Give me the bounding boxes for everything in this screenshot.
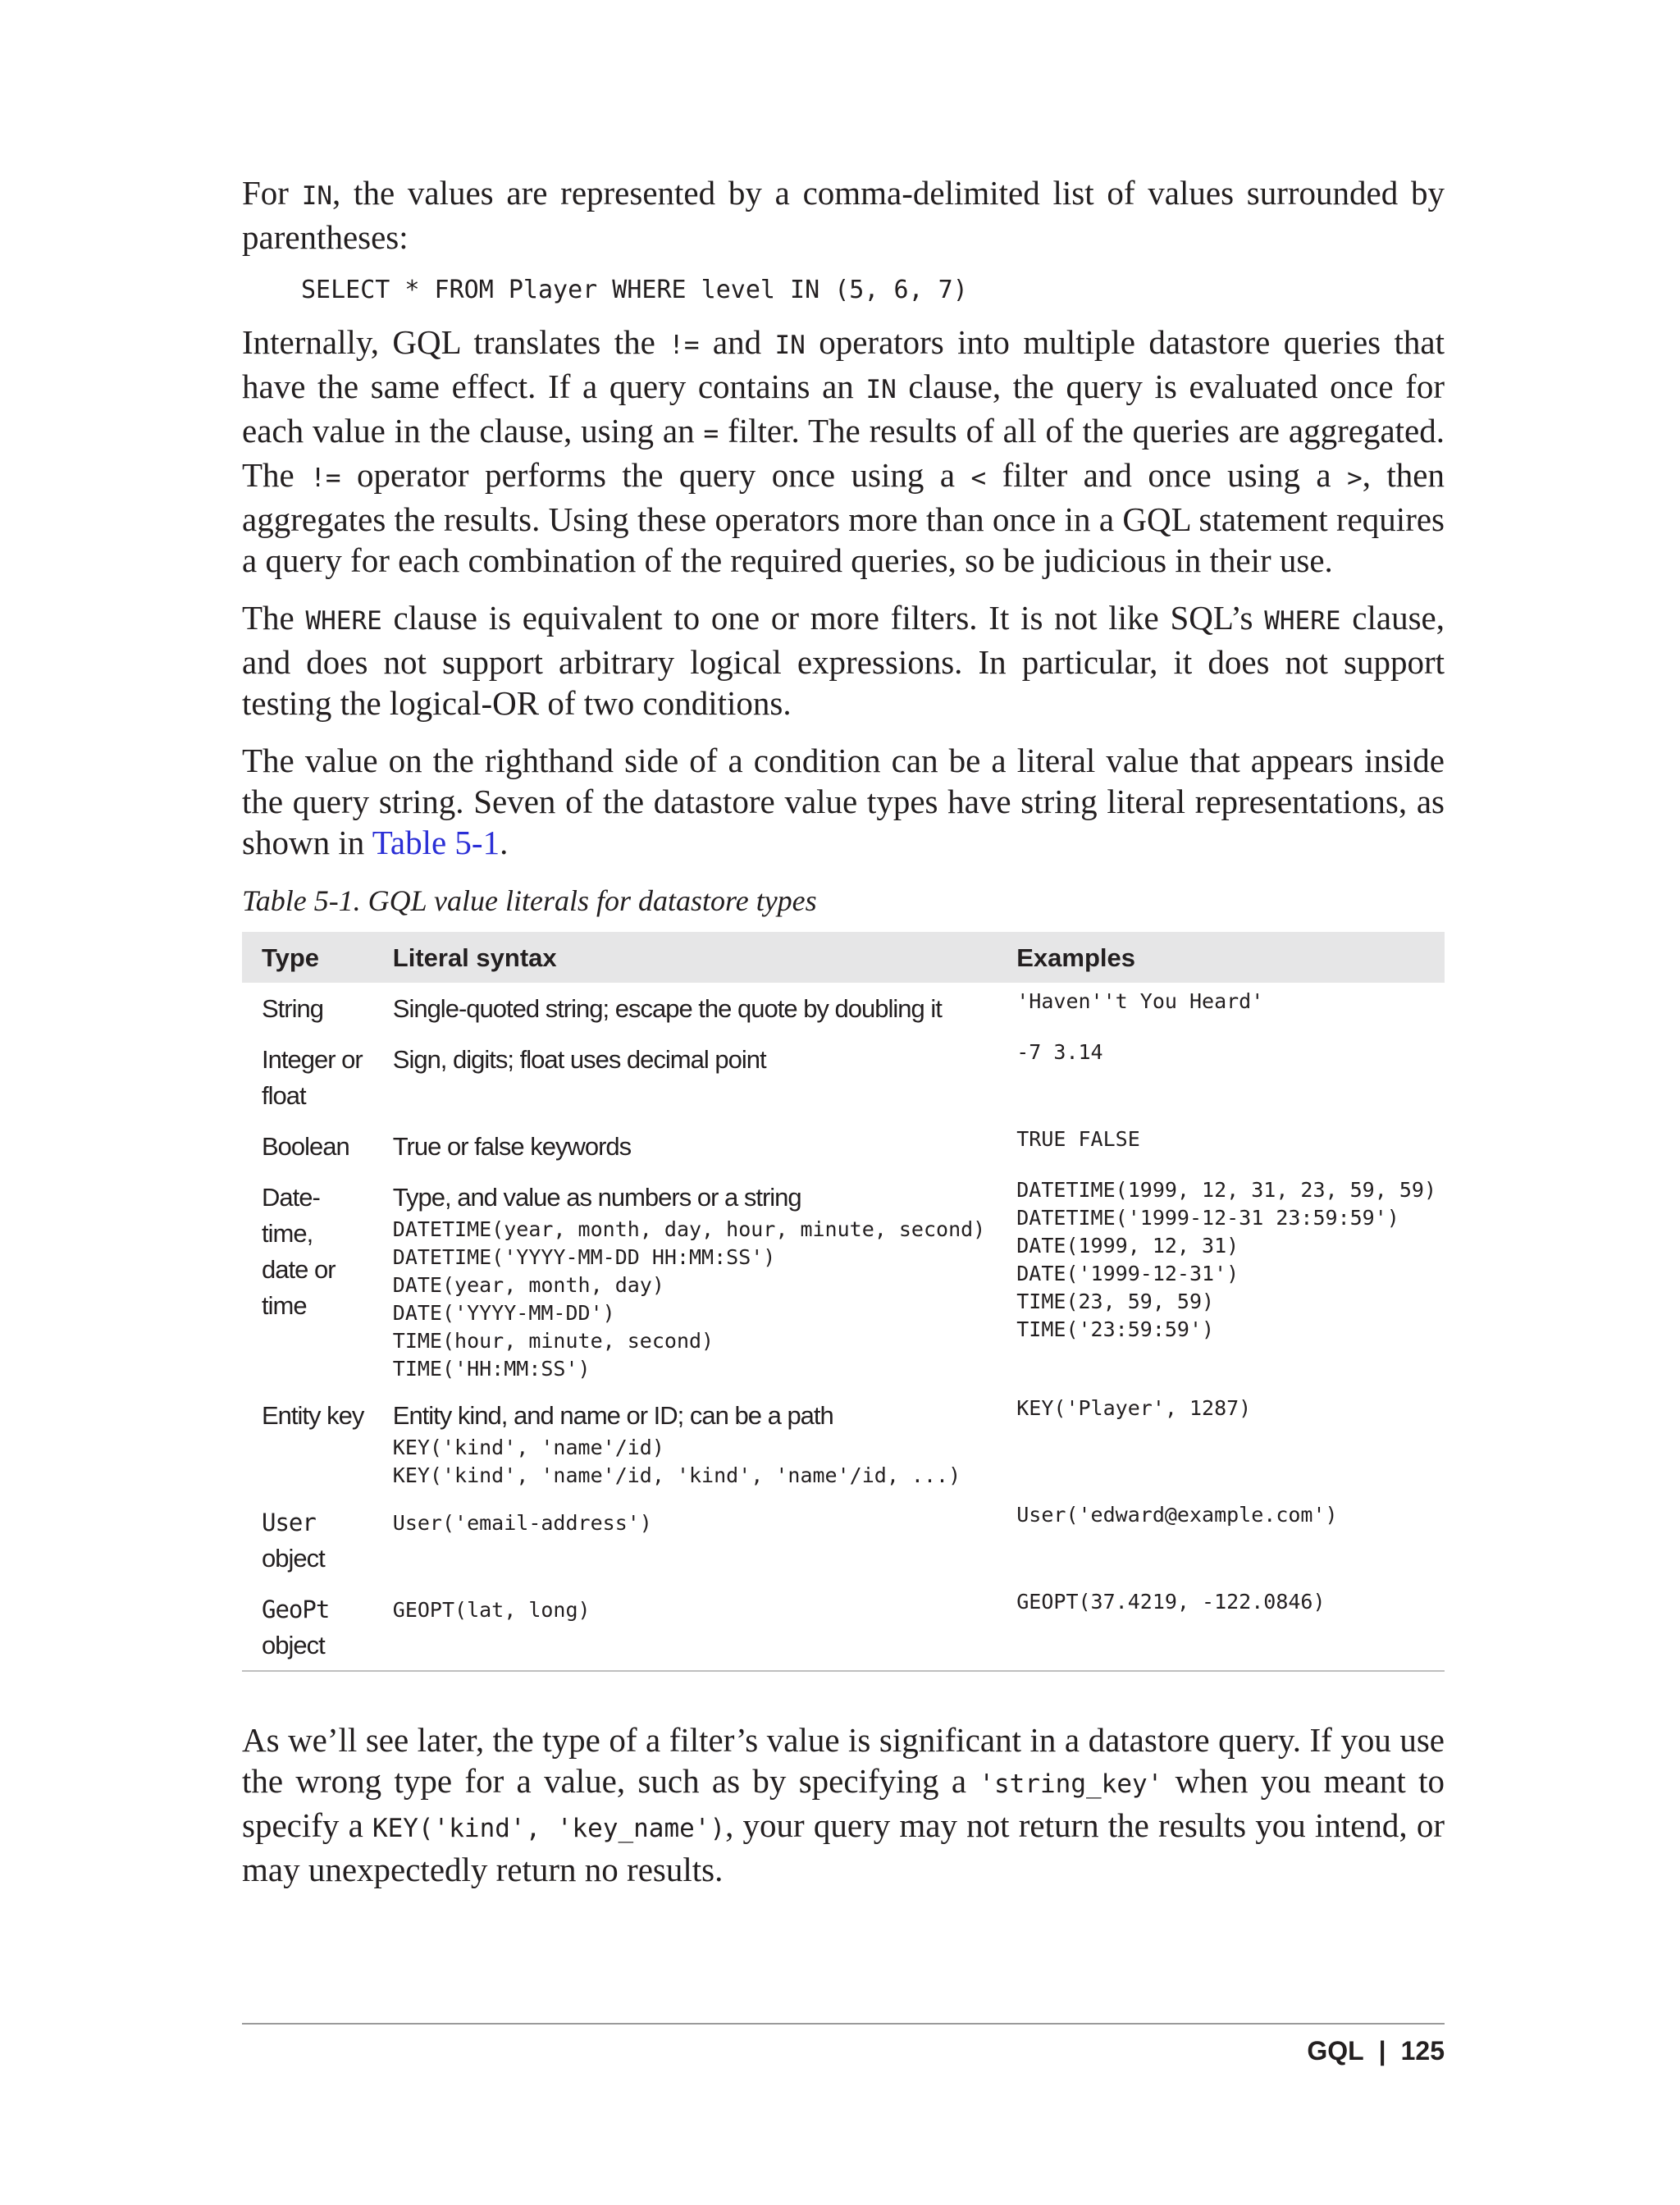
cell-examples: GEOPT(37.4219, -122.0846) xyxy=(1016,1590,1326,1614)
page-footer xyxy=(1307,2036,1445,2066)
paragraph-in-operator xyxy=(242,172,1445,258)
header-type: Type xyxy=(262,943,320,972)
code-block: SELECT * FROM Player WHERE level IN (5, 6, 7) xyxy=(301,276,968,304)
type-text: object xyxy=(262,1631,325,1659)
cell-type: Boolean xyxy=(262,1132,349,1161)
cell-examples: KEY('Player', 1287) xyxy=(1016,1396,1252,1420)
cell-syntax xyxy=(373,983,997,1034)
text: As we’ll see later, the type of a filter’s value is significant in a datastore query. If you use the wrong type for a value, such as by specifying a xyxy=(242,1721,1445,1800)
inline-code: IN xyxy=(301,181,333,211)
paragraph-internally xyxy=(242,322,1445,581)
syntax-text: Type, and value as numbers or a string xyxy=(392,1183,801,1212)
text: filter and once using a xyxy=(986,456,1348,494)
text: filter. The results of all of the queries are aggregated. The xyxy=(242,412,1445,494)
cell-examples: -7 3.14 xyxy=(1016,1040,1103,1064)
footer-section: GQL xyxy=(1307,2036,1364,2066)
cell-syntax xyxy=(373,1496,997,1583)
syntax-text: True or false keywords xyxy=(392,1132,632,1161)
syntax-text: Single-quoted string; escape the quote by doubling it xyxy=(392,994,942,1023)
cell-type xyxy=(242,1583,373,1671)
inline-code: != xyxy=(310,463,341,493)
text: clause, the query is evaluated once for each value in the clause, using an xyxy=(242,368,1445,450)
text: The value on the righthand side of a condition can be a literal value that appears inside the query string. Seven of the datastore value types have string literal representations, as shown in xyxy=(242,742,1445,861)
text: , the values are represented by a comma-delimited list of values surrounded by parentheses: xyxy=(242,174,1445,256)
footer-rule xyxy=(242,2023,1445,2025)
inline-code: IN xyxy=(865,375,897,404)
table-row xyxy=(242,1034,1445,1121)
gql-literals-table xyxy=(242,932,1445,1672)
cell-syntax xyxy=(373,1171,997,1390)
table-row xyxy=(242,1171,1445,1390)
text: , your query may not return the results you intend, or may unexpectedly return no results. xyxy=(242,1806,1445,1888)
cell-type: Date-time, date or time xyxy=(262,1183,336,1320)
table-caption: Table 5-1. GQL value literals for datastore types xyxy=(242,884,817,917)
text: and xyxy=(699,323,775,361)
cell-syntax xyxy=(373,1034,997,1121)
type-code: GeoPt xyxy=(262,1596,330,1623)
text: operators into multiple datastore queries that have the same effect. If a query contains an xyxy=(242,323,1445,405)
text: when you meant to specify a xyxy=(242,1762,1445,1844)
table-row xyxy=(242,1496,1445,1583)
syntax-code: DATETIME(year, month, day, hour, minute, second) DATETIME('YYYY-MM-DD HH:MM:SS') DATE(year, month, day) DATE('YYYY-MM-DD') TIME(hour, minute, second) TIME('HH:MM:SS') xyxy=(392,1217,986,1381)
syntax-code: KEY('kind', 'name'/id) KEY('kind', 'name'/id, 'kind', 'name'/id, ...) xyxy=(392,1436,961,1487)
text: . xyxy=(500,824,509,861)
inline-code: 'string_key' xyxy=(979,1769,1163,1799)
syntax-code: GEOPT(lat, long) xyxy=(392,1598,591,1622)
footer-separator: | xyxy=(1378,2036,1386,2066)
page-number: 125 xyxy=(1400,2036,1445,2066)
table-row xyxy=(242,1121,1445,1171)
text: , then aggregates the results. Using these operators more than once in a GQL statement requires a query for each combination of the required queries, so be judicious in their use. xyxy=(242,456,1445,579)
table-row xyxy=(242,1583,1445,1671)
type-text: object xyxy=(262,1544,325,1573)
table-header-row xyxy=(242,932,1445,983)
table-row xyxy=(242,1390,1445,1496)
inline-code: WHERE xyxy=(305,606,382,636)
paragraph-righthand-value xyxy=(242,740,1445,863)
paragraph-where-clause xyxy=(242,597,1445,724)
text: For xyxy=(242,174,302,212)
cell-syntax xyxy=(373,1583,997,1671)
cell-examples: TRUE FALSE xyxy=(1016,1127,1140,1151)
table-row xyxy=(242,983,1445,1034)
cell-syntax xyxy=(373,1121,997,1171)
text: clause is equivalent to one or more filters. It is not like SQL’s xyxy=(381,599,1265,637)
inline-code: != xyxy=(669,331,700,360)
cell-type: Entity key xyxy=(262,1401,364,1430)
text: operator performs the query once using a xyxy=(340,456,971,494)
type-code: User xyxy=(262,1509,316,1536)
syntax-text: Entity kind, and name or ID; can be a path xyxy=(392,1401,833,1430)
cell-syntax xyxy=(373,1390,997,1496)
inline-code: KEY('kind', 'key_name') xyxy=(372,1814,726,1843)
text: Internally, GQL translates the xyxy=(242,323,669,361)
inline-code: < xyxy=(970,463,987,493)
table-reference-link[interactable]: Table 5-1 xyxy=(372,824,500,861)
text: The xyxy=(242,599,306,637)
cell-examples: DATETIME(1999, 12, 31, 23, 59, 59) DATETIME('1999-12-31 23:59:59') DATE(1999, 12, 31) DATE('1999-12-31') TIME(23, 59, 59) TIME('23:59:59') xyxy=(1016,1178,1436,1341)
cell-examples: 'Haven''t You Heard' xyxy=(1016,989,1264,1013)
header-examples: Examples xyxy=(1016,943,1136,972)
cell-type: Integer or float xyxy=(262,1045,363,1110)
syntax-text: Sign, digits; float uses decimal point xyxy=(392,1045,766,1074)
page-content xyxy=(242,172,1445,1906)
cell-examples: User('edward@example.com') xyxy=(1016,1503,1338,1527)
inline-code: = xyxy=(703,419,719,449)
cell-type xyxy=(242,1496,373,1583)
inline-code: WHERE xyxy=(1264,606,1341,636)
inline-code: > xyxy=(1347,463,1363,493)
inline-code: IN xyxy=(774,331,806,360)
paragraph-filter-type xyxy=(242,1719,1445,1890)
text: clause, and does not support arbitrary logical expressions. In particular, it does not support testing the logical-OR of two conditions. xyxy=(242,599,1445,722)
cell-type: String xyxy=(262,994,323,1023)
header-literal-syntax: Literal syntax xyxy=(392,943,557,972)
syntax-code: User('email-address') xyxy=(392,1511,652,1535)
